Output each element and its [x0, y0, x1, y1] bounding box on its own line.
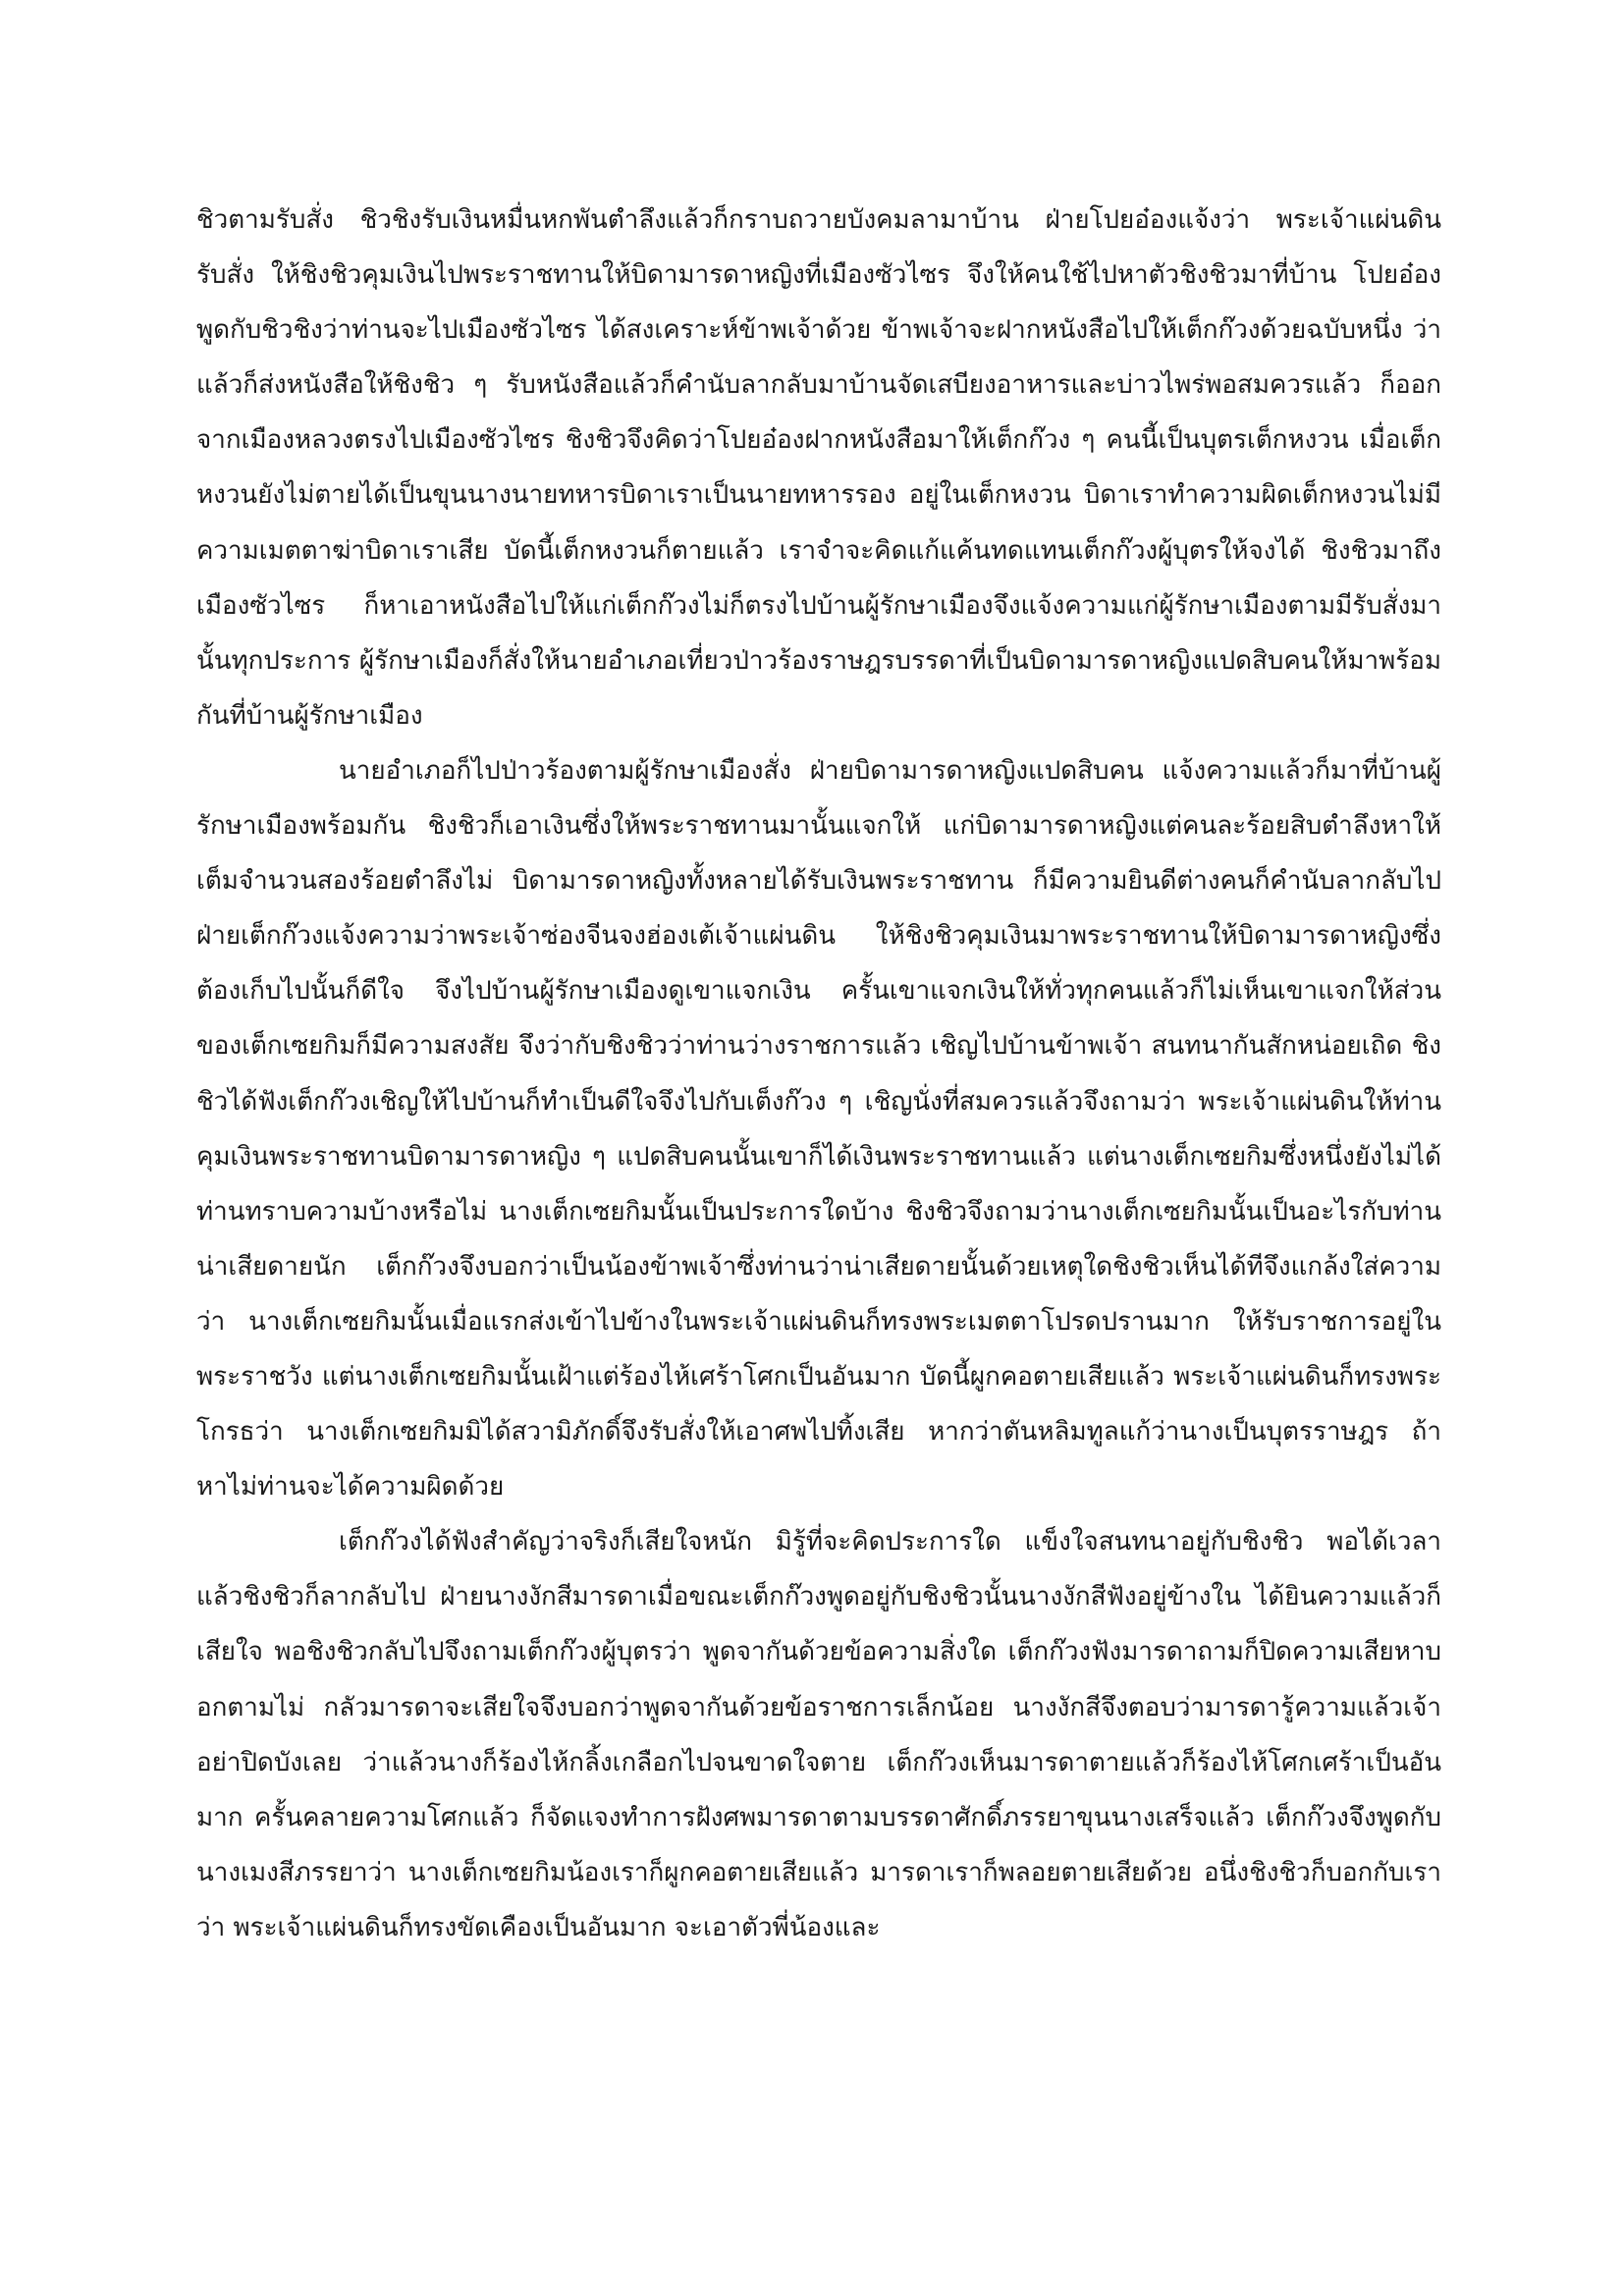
paragraph-2: นายอำเภอก็ไปป่าวร้องตามผู้รักษาเมืองสั่ง ฝ่ายบิดามารดาหญิงแปดสิบคน แจ้งความแล้วก็มาที่บ้านผู้รักษาเมืองพร้อมกัน ชิงชิวก็เอาเงินซึ่งให้พระราชทานมานั้นแจกให้ แก่บิดามารดาหญิงแต่คนละร้อยสิบตำลึงหาให้เต็มจำนวนสองร้อยตำลึงไม่ บิดามารดาหญิงทั้งหลายได้รับเงินพระราชทาน ก็มีความยินดีต่างคนก็คำนับลากลับไป ฝ่ายเต็กก๊วงแจ้งความว่าพระเจ้าซ่องจีนจงฮ่องเต้เจ้าแผ่นดิน ให้ชิงชิวคุมเงินมาพระราชทานให้บิดามารดาหญิงซึ่งต้องเก็บไปนั้นก็ดีใจ จึงไปบ้านผู้รักษาเมืองดูเขาแจกเงิน ครั้นเขาแจกเงินให้ทั่วทุกคนแล้วก็ไม่เห็นเขาแจกให้ส่วนของเต็กเซยกิมก็มีความสงสัย จึงว่ากับชิงชิวว่าท่านว่างราชการแล้ว เชิญไปบ้านข้าพเจ้า สนทนากันสักหน่อยเถิด ชิงชิวได้ฟังเต็กก๊วงเชิญให้ไปบ้านก็ทำเป็นดีใจจึงไปกับเต็งก๊วง ๆ เชิญนั่งที่สมควรแล้วจึงถามว่า พระเจ้าแผ่นดินให้ท่านคุมเงินพระราชทานบิดามารดาหญิง ๆ แปดสิบคนนั้นเขาก็ได้เงินพระราชทานแล้ว แต่นางเต็กเซยกิมซึ่งหนึ่งยังไม่ได้ ท่านทราบความบ้างหรือไม่ นางเต็กเซยกิมนั้นเป็นประการใดบ้าง ชิงชิวจึงถามว่านางเต็กเซยกิมนั้นเป็นอะไรกับท่าน น่าเสียดายนัก เต็กก๊วงจึงบอกว่าเป็นน้องข้าพเจ้าซึ่งท่านว่าน่าเสียดายนั้นด้วยเหตุใดชิงชิวเห็นได้ทีจึงแกล้งใส่ความว่า นางเต็กเซยกิมนั้นเมื่อแรกส่งเข้าไปข้างในพระเจ้าแผ่นดินก็ทรงพระเมตตาโปรดปรานมาก ให้รับราชการอยู่ในพระราชวัง แต่นางเต็กเซยกิมนั้นเฝ้าแต่ร้องไห้เศร้าโศกเป็นอันมาก บัดนี้ผูกคอตายเสียแล้ว พระเจ้าแผ่นดินก็ทรงพระโกรธว่า นางเต็กเซยกิมมิได้สวามิภักดิ์จึงรับสั่งให้เอาศพไปทิ้งเสีย หากว่าตันหลิมทูลแก้ว่านางเป็นบุตรราษฎร ถ้าหาไม่ท่านจะได้ความผิดด้วย: [196, 755, 1441, 1503]
document-body: [196, 192, 1441, 1955]
paragraph-1: ชิวตามรับสั่ง ชิวชิงรับเงินหมื่นหกพันตำลึงแล้วก็กราบถวายบังคมลามาบ้าน ฝ่ายโปยอ๋องแจ้งว่า พระเจ้าแผ่นดินรับสั่ง ให้ชิงชิวคุมเงินไปพระราชทานให้บิดามารดาหญิงที่เมืองซัวไซร จึงให้คนใช้ไปหาตัวชิงชิวมาที่บ้าน โปยอ๋องพูดกับชิวชิงว่าท่านจะไปเมืองซัวไซร ได้สงเคราะห์ข้าพเจ้าด้วย ข้าพเจ้าจะฝากหนังสือไปให้เต็กก๊วงด้วยฉบับหนึ่ง ว่าแล้วก็ส่งหนังสือให้ชิงชิว ๆ รับหนังสือแล้วก็คำนับลากลับมาบ้านจัดเสบียงอาหารและบ่าวไพร่พอสมควรแล้ว ก็ออกจากเมืองหลวงตรงไปเมืองซัวไซร ชิงชิวจึงคิดว่าโปยอ๋องฝากหนังสือมาให้เต็กก๊วง ๆ คนนี้เป็นบุตรเต็กหงวน เมื่อเต็กหงวนยังไม่ตายได้เป็นขุนนางนายทหารบิดาเราเป็นนายทหารรอง อยู่ในเต็กหงวน บิดาเราทำความผิดเต็กหงวนไม่มีความเมตตาฆ่าบิดาเราเสีย บัดนี้เต็กหงวนก็ตายแล้ว เราจำจะคิดแก้แค้นทดแทนเต็กก๊วงผู้บุตรให้จงได้ ชิงชิวมาถึงเมืองซัวไซร ก็หาเอาหนังสือไปให้แก่เต็กก๊วงไม่ก็ตรงไปบ้านผู้รักษาเมืองจึงแจ้งความแก่ผู้รักษาเมืองตามมีรับสั่งมานั้นทุกประการ ผู้รักษาเมืองก็สั่งให้นายอำเภอเที่ยวป่าวร้องราษฎรบรรดาที่เป็นบิดามารดาหญิงแปดสิบคนให้มาพร้อมกันที่บ้านผู้รักษาเมือง: [196, 205, 1441, 731]
paragraph-3: เต็กก๊วงได้ฟังสำคัญว่าจริงก็เสียใจหนัก มิรู้ที่จะคิดประการใด แข็งใจสนทนาอยู่กับชิงชิว พอได้เวลาแล้วชิงชิวก็ลากลับไป ฝ่ายนางงักสีมารดาเมื่อขณะเต็กก๊วงพูดอยู่กับชิงชิวนั้นนางงักสีฟังอยู่ข้างใน ได้ยินความแล้วก็เสียใจ พอชิงชิวกลับไปจึงถามเต็กก๊วงผู้บุตรว่า พูดจากันด้วยข้อความสิ่งใด เต็กก๊วงฟังมารดาถามก็ปิดความเสียหาบอกตามไม่ กลัวมารดาจะเสียใจจึงบอกว่าพูดจากันด้วยข้อราชการเล็กน้อย นางงักสีจึงตอบว่ามารดารู้ความแล้วเจ้าอย่าปิดบังเลย ว่าแล้วนางก็ร้องไห้กลิ้งเกลือกไปจนขาดใจตาย เต็กก๊วงเห็นมารดาตายแล้วก็ร้องไห้โศกเศร้าเป็นอันมาก ครั้นคลายความโศกแล้ว ก็จัดแจงทำการฝังศพมารดาตามบรรดาศักดิ์ภรรยาขุนนางเสร็จแล้ว เต็กก๊วงจึงพูดกับนางเมงสีภรรยาว่า นางเต็กเซยกิมน้องเราก็ผูกคอตายเสียแล้ว มารดาเราก็พลอยตายเสียด้วย อนึ่งชิงชิวก็บอกกับเราว่า พระเจ้าแผ่นดินก็ทรงขัดเคืองเป็นอันมาก จะเอาตัวพี่น้องและ: [196, 1527, 1441, 1942]
